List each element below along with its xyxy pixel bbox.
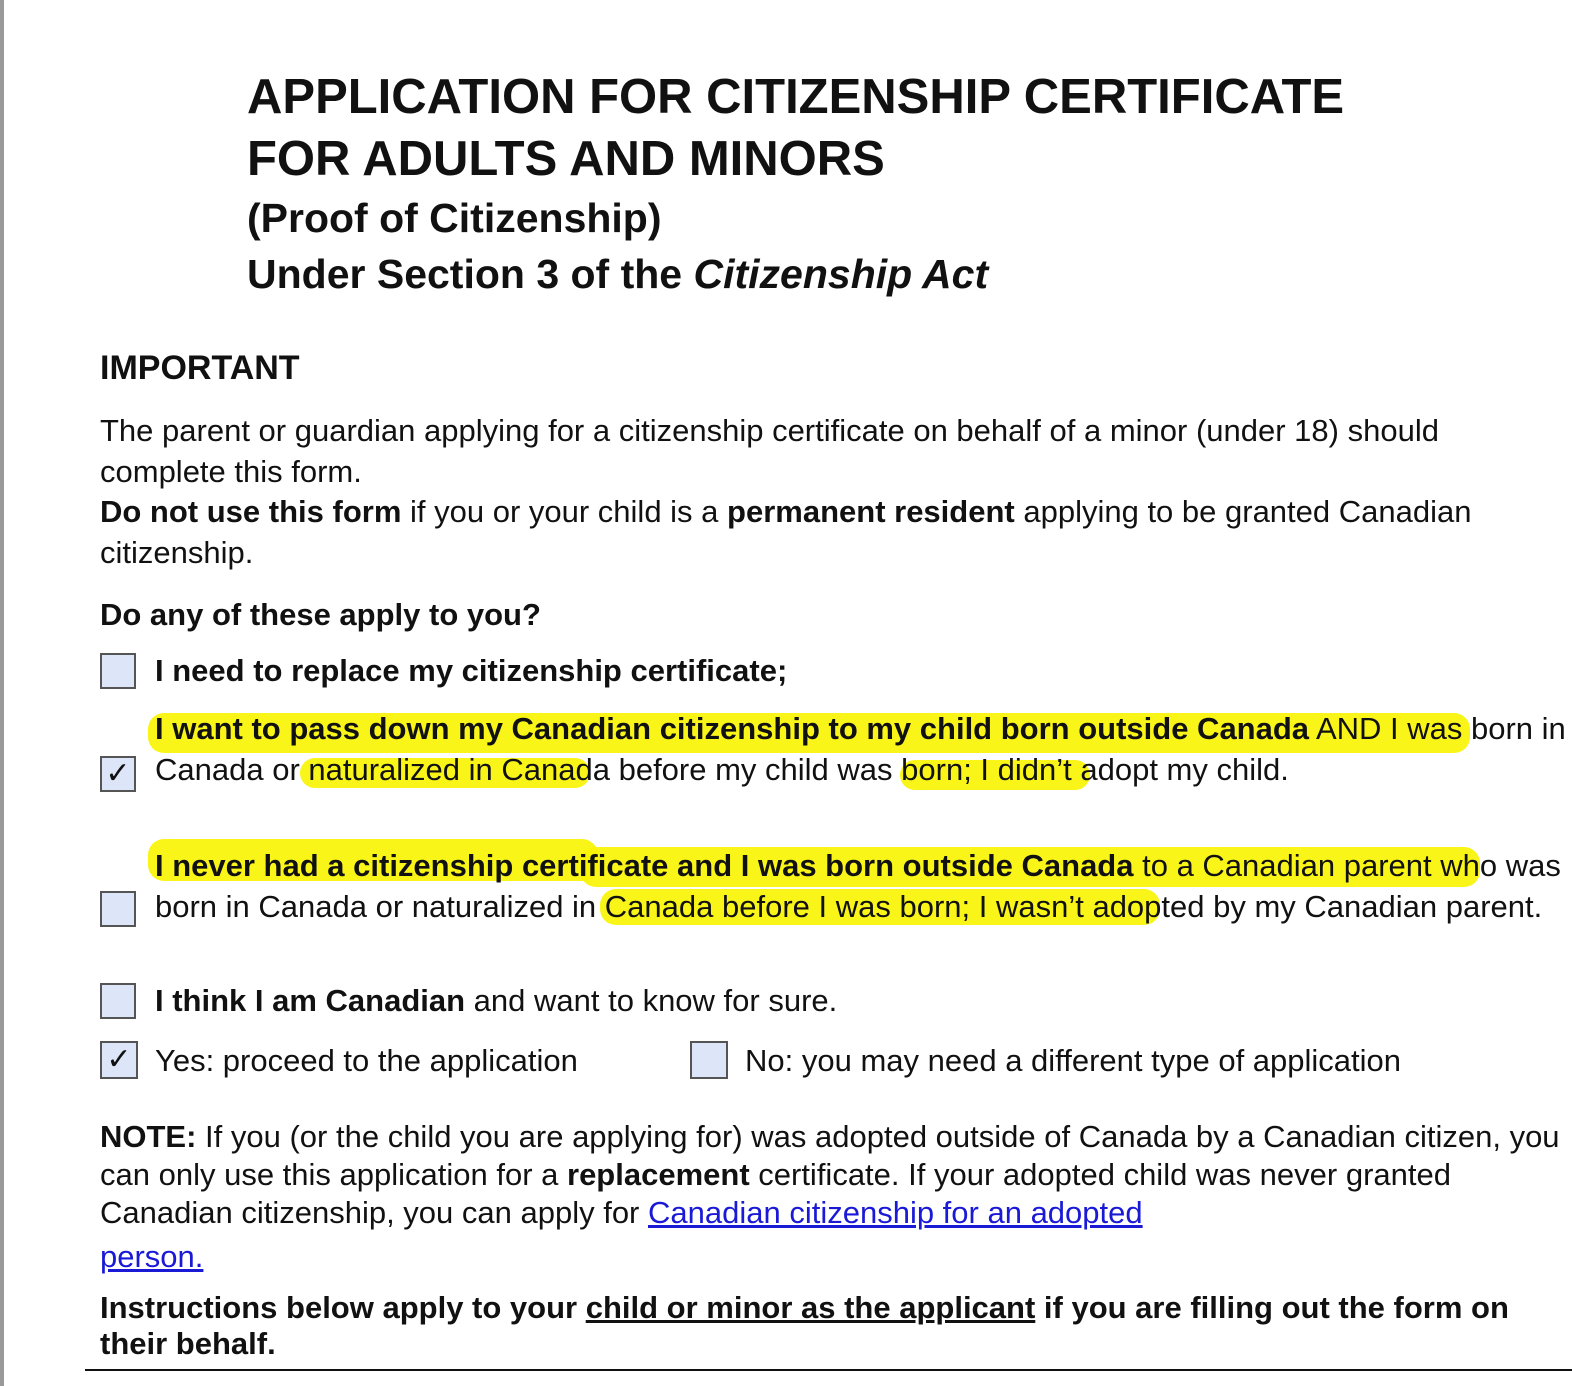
checkbox-option-3[interactable] xyxy=(100,891,136,927)
option-4-rest: and want to know for sure. xyxy=(465,983,838,1018)
yes-label: Yes: proceed to the application xyxy=(155,1043,578,1078)
eligibility-question: Do any of these apply to you? xyxy=(100,597,541,632)
title-line-4-prefix: Under Section 3 of the xyxy=(247,251,694,297)
option-3-rest: to a Canadian parent who was born in Canada or naturalized in Canada before I was born; I wasn’t adopted by my Canadian parent. xyxy=(155,848,1561,924)
yes-choice xyxy=(100,1041,660,1081)
checkbox-no[interactable] xyxy=(690,1041,728,1079)
option-think-canadian xyxy=(100,980,1550,1022)
option-3-bold: I never had a citizenship certificate and I was born outside Canada xyxy=(155,848,1134,883)
option-2-text xyxy=(155,708,1572,790)
checkbox-yes[interactable]: ✓ xyxy=(100,1041,138,1079)
instructions-note xyxy=(100,1290,1560,1362)
option-4-text xyxy=(155,980,1572,1021)
adoption-note xyxy=(100,1118,1560,1276)
option-1-text xyxy=(155,650,1572,691)
note-text-2: certificate. If your adopted child was never granted Canadian citizenship, you can apply for xyxy=(100,1157,1451,1230)
title-line-2: FOR ADULTS AND MINORS xyxy=(247,132,885,186)
option-never-had-certificate xyxy=(100,845,1561,970)
note-bold-replacement: replacement xyxy=(567,1157,750,1192)
note-label: NOTE: xyxy=(100,1119,197,1154)
instructions-underlined: child or minor as the applicant xyxy=(585,1290,1036,1325)
option-2-bold: I want to pass down my Canadian citizenship to my child born outside Canada xyxy=(155,711,1310,746)
checkbox-option-4[interactable] xyxy=(100,983,136,1019)
important-paragraph-2 xyxy=(100,491,1520,573)
checkbox-option-1[interactable] xyxy=(100,653,136,689)
option-2-rest: AND I was born in Canada or naturalized in Canada before my child was born; I didn’t adopt my child. xyxy=(155,711,1566,787)
para2-text-2: applying to be granted Canadian citizenship. xyxy=(100,494,1472,570)
instructions-text-1: Instructions below apply to your xyxy=(100,1290,586,1325)
option-1-bold: I need to replace my citizenship certificate; xyxy=(155,653,788,688)
instructions-text-2: if you are filling out the form on their behalf. xyxy=(100,1290,1509,1361)
page-left-border xyxy=(0,0,4,1386)
para2-bold-1: Do not use this form xyxy=(100,494,402,529)
adopted-person-link-continued[interactable]: person. xyxy=(100,1239,204,1274)
important-paragraph-1: The parent or guardian applying for a citizenship certificate on behalf of a minor (under 18) should complete this form. xyxy=(100,413,1439,489)
title-line-3: (Proof of Citizenship) xyxy=(247,195,662,241)
para2-text-1: if you or your child is a xyxy=(401,494,728,529)
option-replace-certificate xyxy=(100,650,1550,692)
no-choice xyxy=(690,1041,1510,1081)
no-label: No: you may need a different type of application xyxy=(745,1043,1402,1078)
form-title xyxy=(247,66,1344,302)
option-4-bold: I think I am Canadian xyxy=(155,983,466,1018)
important-heading: IMPORTANT xyxy=(100,349,300,387)
title-line-1: APPLICATION FOR CITIZENSHIP CERTIFICATE xyxy=(247,70,1345,124)
adopted-person-link[interactable]: Canadian citizenship for an adopted xyxy=(648,1195,1143,1230)
note-text-1: If you (or the child you are applying for) was adopted outside of Canada by a Canadian citizen, you can only use this application for a xyxy=(100,1119,1560,1192)
option-3-text xyxy=(155,845,1572,927)
option-pass-down-citizenship xyxy=(100,708,1566,833)
bottom-divider xyxy=(85,1369,1572,1371)
title-line-4 xyxy=(247,246,1344,302)
act-name: Citizenship Act xyxy=(693,251,989,297)
para2-bold-2: permanent resident xyxy=(727,494,1015,529)
checkbox-option-2[interactable]: ✓ xyxy=(100,756,136,792)
